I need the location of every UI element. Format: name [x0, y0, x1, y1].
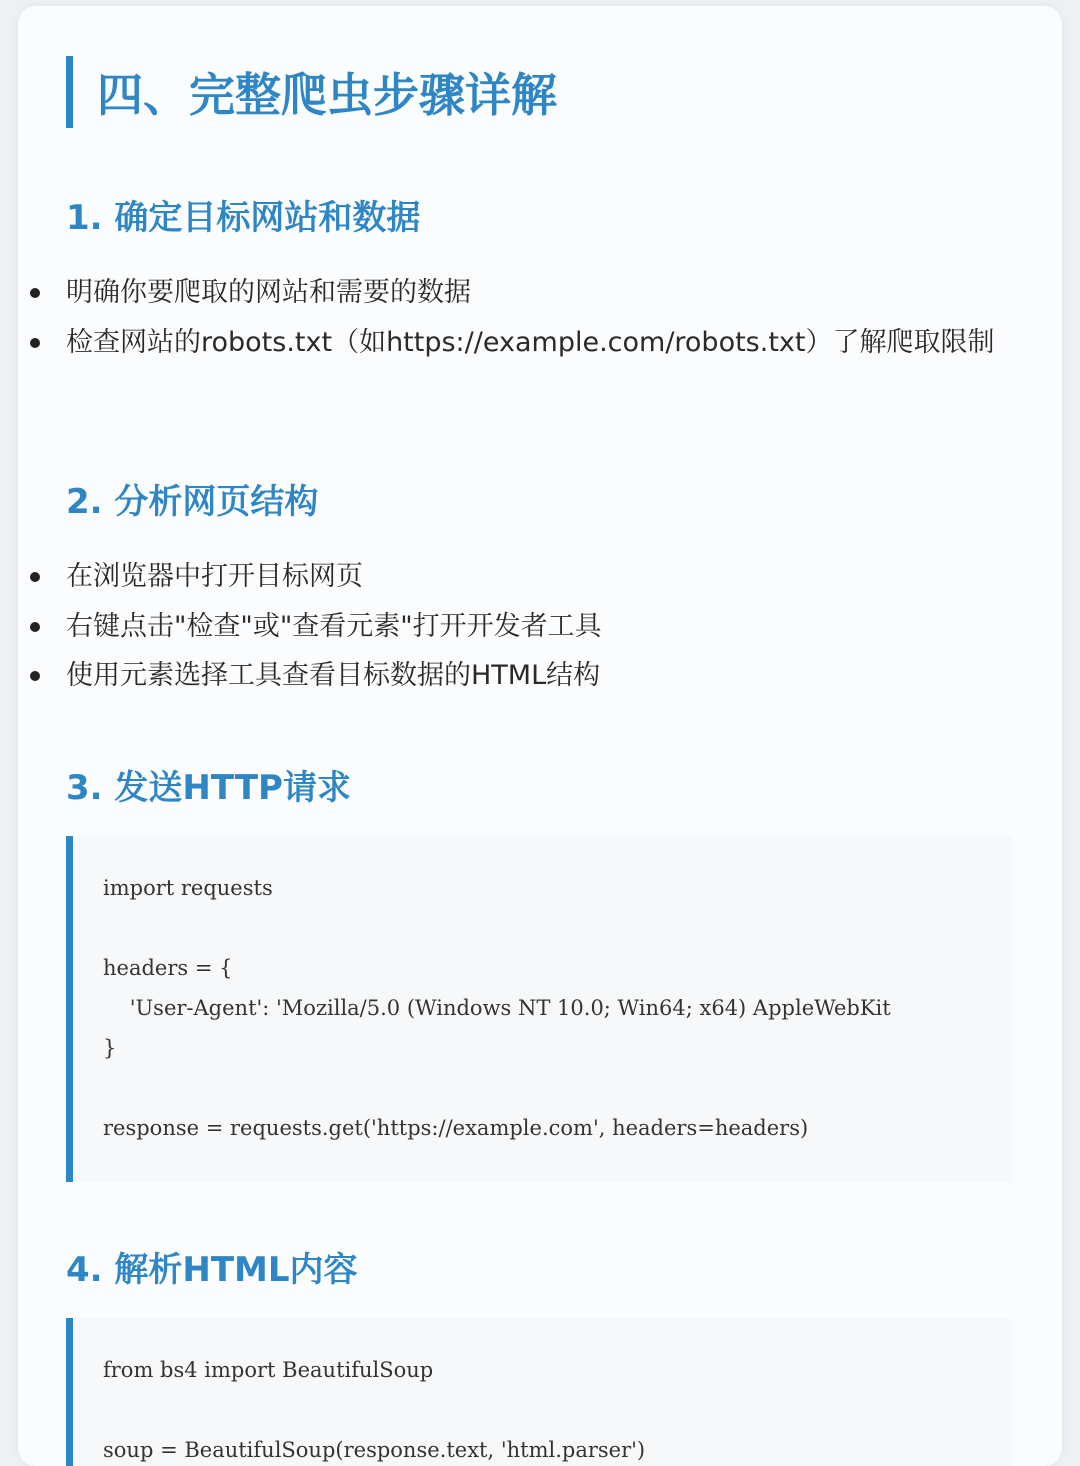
- list-item: [18, 651, 1018, 701]
- code-line: [103, 1390, 1012, 1430]
- code-line: 'User-Agent': 'Mozilla/5.0 (Windows NT 10.0; Win64; x64) AppleWebKit: [103, 996, 891, 1020]
- code-line: response = requests.get('https://example.com', headers=headers): [103, 1116, 809, 1140]
- bullet-dot: [30, 622, 40, 632]
- step-1-heading: 1. 确定目标网站和数据: [66, 198, 421, 238]
- bullet-dot: [30, 338, 40, 348]
- code-block-request: [66, 836, 1012, 1182]
- step-3-heading: 3. 发送HTTP请求: [66, 768, 351, 808]
- list-item: [18, 552, 1018, 602]
- code-line: [103, 908, 1012, 948]
- list-item-text: 检查网站的robots.txt（如https://example.com/robots.txt）了解爬取限制: [66, 326, 995, 358]
- list-item-text: 在浏览器中打开目标网页: [66, 561, 363, 592]
- code-line: from bs4 import BeautifulSoup: [103, 1358, 434, 1382]
- list-item: [18, 602, 1018, 652]
- step-2-heading: 2. 分析网页结构: [66, 482, 319, 522]
- step-1-list: [18, 268, 1018, 367]
- list-item: [18, 318, 1018, 368]
- code-line: import requests: [103, 876, 273, 900]
- list-item-text: 使用元素选择工具查看目标数据的HTML结构: [66, 660, 601, 691]
- bullet-dot: [30, 288, 40, 298]
- article-card: [18, 6, 1062, 1466]
- list-item: [18, 268, 1018, 318]
- list-item-text: 右键点击"检查"或"查看元素"打开开发者工具: [66, 610, 602, 642]
- code-line: soup = BeautifulSoup(response.text, 'html.parser'): [103, 1438, 646, 1462]
- code-line: [103, 1068, 1012, 1108]
- list-item-text: 明确你要爬取的网站和需要的数据: [66, 277, 471, 308]
- code-block-parse: [66, 1318, 1012, 1466]
- bullet-dot: [30, 671, 40, 681]
- step-2-list: [18, 552, 1018, 701]
- step-4-heading: 4. 解析HTML内容: [66, 1250, 358, 1290]
- code-line: }: [103, 1036, 117, 1060]
- code-line: headers = {: [103, 956, 233, 980]
- section-title: 四、完整爬虫步骤详解: [66, 56, 557, 128]
- bullet-dot: [30, 572, 40, 582]
